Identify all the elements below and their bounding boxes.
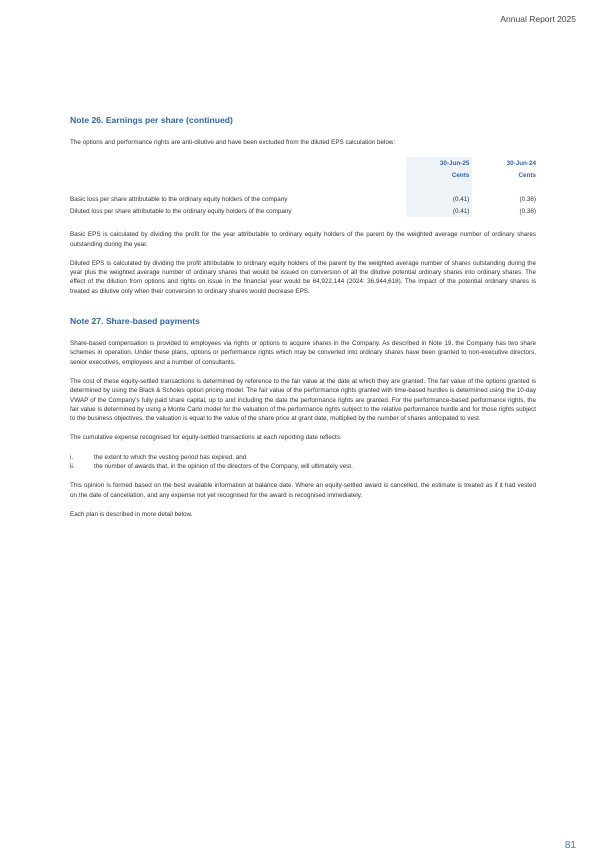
col-unit-2024: Cents <box>518 171 536 179</box>
list-marker: ii. <box>70 463 75 471</box>
note-27-paragraph: The cost of these equity-settled transactions is determined by reference to the fair value at the date at which they are granted. The fair value of the options granted is determined by using the Black & Scholes option pricing model. The fair value of the performance rights granted with time-based hurdles is determined using the 10-day VWAP of the Company's fully paid share capital, up to and including the date the performance rights are granted. For the performance-based performance rights, the fair value is determined by using a Monte Carlo model for the valuation of the performance rights subject to the relative performance hurdle and for those rights subject to the business objectives, the valuation is equal to the value of the share price at grant date, multiplied by the number of shares anticipated to vest. <box>70 377 536 423</box>
list-text: the number of awards that, in the opinion of the directors of the Company, will ultimately vest. <box>94 463 353 471</box>
eps-table-date-row <box>70 157 536 169</box>
page-number: 81 <box>564 840 576 851</box>
row-label: Basic loss per share attributable to the ordinary equity holders of the company <box>70 195 288 203</box>
row-value-2024: (0.36) <box>519 207 536 215</box>
list-text: the extent to which the vesting period has expired, and <box>94 453 247 461</box>
row-label: Diluted loss per share attributable to the ordinary equity holders of the company <box>70 207 292 215</box>
note-26-intro: The options and performance rights are anti-dilutive and have been excluded from the diluted EPS calculation below: <box>70 139 396 146</box>
eps-table-unit-row <box>70 169 536 181</box>
list-marker: i. <box>70 453 74 461</box>
col-header-2024: 30-Jun-24 <box>506 159 536 167</box>
row-value-2024: (0.36) <box>519 195 536 203</box>
page-content <box>70 115 536 529</box>
note-27-paragraph: This opinion is formed based on the best available information at balance date. Where an equity-settled award is cancelled, the estimate is treated as if it had vested on the date of cancellation, and any expense not yet recognised for the award is recognised immediately. <box>70 482 536 499</box>
diluted-eps-paragraph: Diluted EPS is calculated by dividing the profit attributable to ordinary equity holders of the parent by the weighted average number of shares outstanding during the year plus the weighted average number of ordinary shares that would be issued on conversion of all the dilutive potential ordinary shares into ordinary shares. The effect of the dilution from options and rights on issue in the financial year would be 64,922,144 (2024: 36,944,618). The impact of the potential ordinary shares is treated as dilutive only when their conversion to ordinary shares would decrease EPS. <box>70 259 536 295</box>
note-27-paragraph: Each plan is described in more detail below. <box>70 510 193 518</box>
list-item <box>70 462 536 471</box>
note-27-paragraph: Share-based compensation is provided to employees via rights or options to acquire shares in the Company. As described in Note 19, the Company has two share schemes in operation. Under these plans, options or performance rights which may be converted into ordinary shares have been granted to non-executive directors, senior executives, employees and a number of consultants. <box>70 340 536 366</box>
list-item <box>70 453 536 462</box>
eps-table <box>70 157 536 217</box>
report-title: Annual Report 2025 <box>500 14 576 24</box>
reflects-list <box>70 453 536 472</box>
note-27-paragraph: The cumulative expense recognised for equity-settled transactions at each reporting date reflects: <box>70 434 342 442</box>
note-27-heading: Note 27. Share-based payments <box>70 316 200 327</box>
table-row <box>70 205 536 217</box>
note-26-heading: Note 26. Earnings per share (continued) <box>70 115 233 125</box>
row-value-2025: (0.41) <box>406 205 473 217</box>
basic-eps-paragraph: Basic EPS is calculated by dividing the profit for the year attributable to ordinary equity holders of the parent by the weighted average number of ordinary shares outstanding during the year. <box>70 231 536 248</box>
table-row <box>70 193 536 205</box>
col-header-2025: 30-Jun-25 <box>406 157 473 169</box>
row-value-2025: (0.41) <box>406 193 473 205</box>
col-unit-2025: Cents <box>406 169 473 181</box>
